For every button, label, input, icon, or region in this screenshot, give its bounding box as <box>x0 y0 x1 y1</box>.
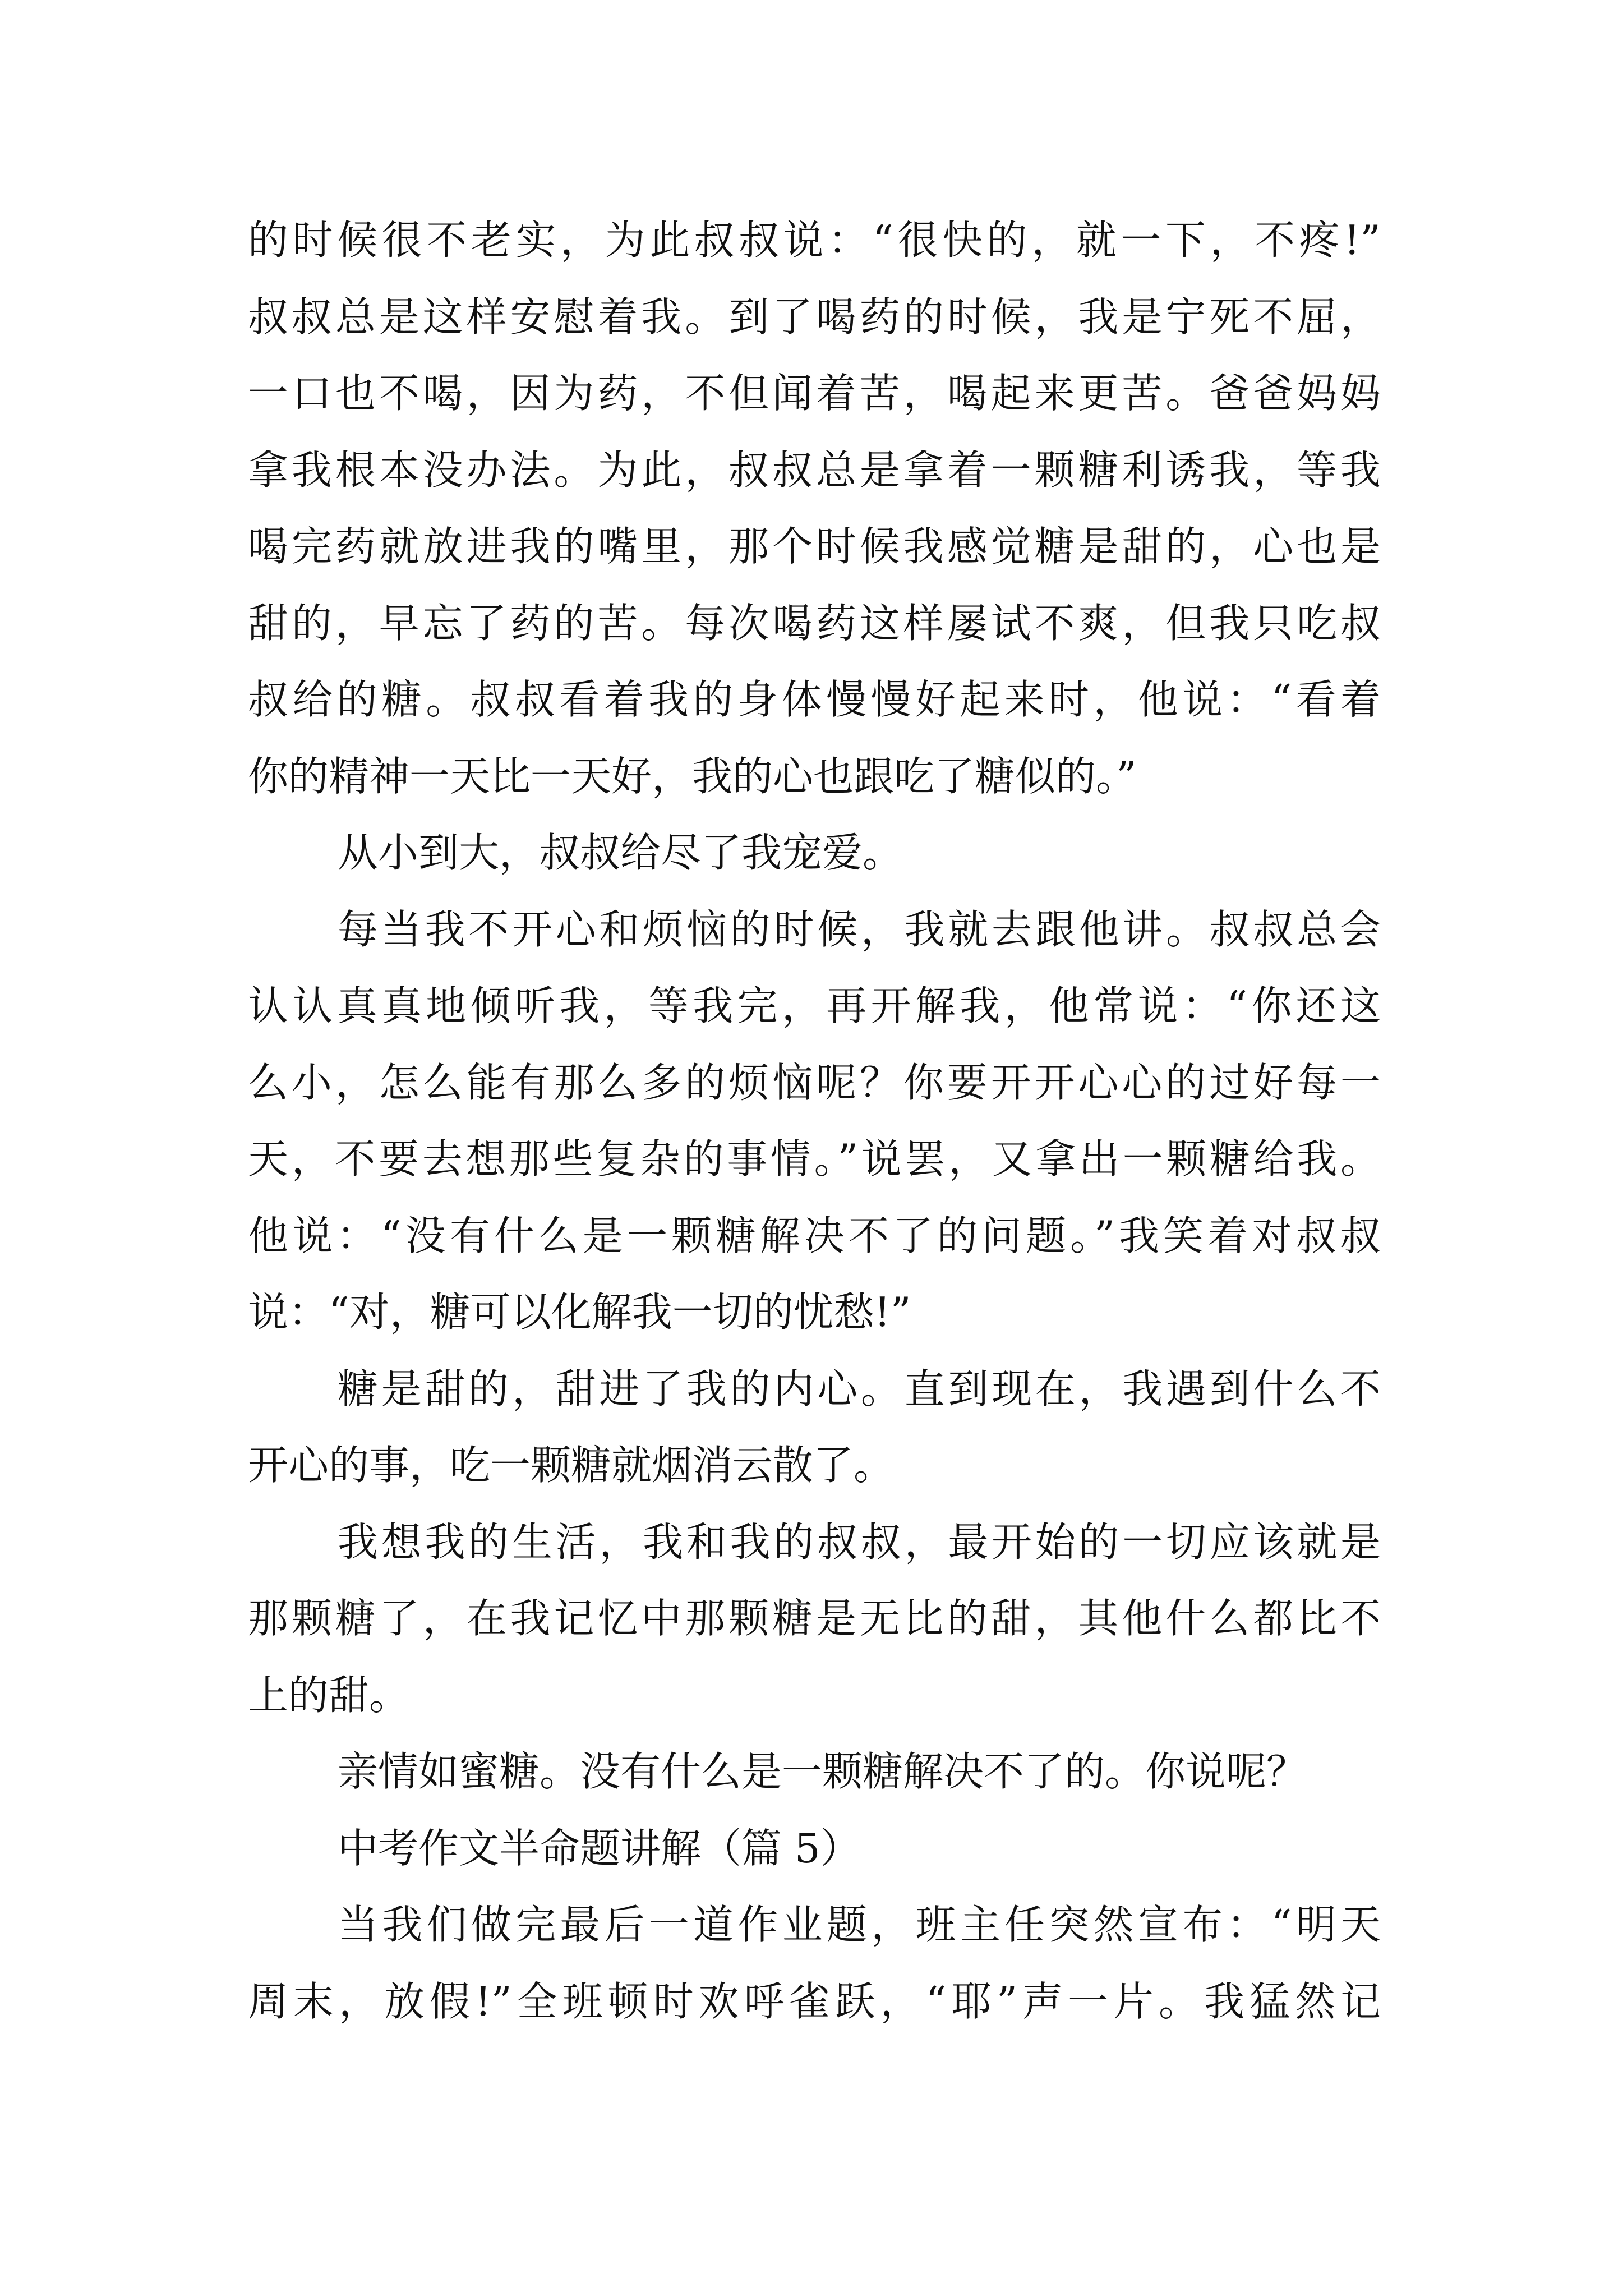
text-line: 亲情如蜜糖。没有什么是一颗糖解决不了的。你说呢？ <box>338 1748 1307 1795</box>
text-line: 你的精神一天比一天好，我的心也跟吃了糖似的。” <box>248 752 1137 800</box>
text-line: 么小，怎么能有那么多的烦恼呢？你要开开心心的过好每一 <box>248 1059 1381 1106</box>
text-line: 中考作文半命题讲解（篇 5） <box>338 1824 861 1872</box>
text-line: 拿我根本没办法。为此，叔叔总是拿着一颗糖利诱我，等我 <box>248 446 1381 494</box>
text-line: 每当我不开心和烦恼的时候，我就去跟他讲。叔叔总会 <box>338 905 1381 953</box>
text-line: 他说：“没有什么是一颗糖解决不了的问题。”我笑着对叔叔 <box>248 1212 1381 1259</box>
text-line: 从小到大，叔叔给尽了我宠爱。 <box>338 829 903 876</box>
text-line: 天，不要去想那些复杂的事情。”说罢，又拿出一颗糖给我。 <box>248 1135 1381 1182</box>
text-line: 喝完药就放进我的嘴里，那个时候我感觉糖是甜的，心也是 <box>248 523 1381 570</box>
text-line: 开心的事，吃一颗糖就烟消云散了。 <box>248 1442 895 1489</box>
body-text <box>248 202 1381 2040</box>
text-line: 说：“对，糖可以化解我一切的忧愁!” <box>248 1289 911 1336</box>
text-line: 上的甜。 <box>248 1671 410 1719</box>
text-line: 的时候很不老实，为此叔叔说：“很快的，就一下，不疼!” <box>248 217 1381 264</box>
text-line: 甜的，早忘了药的苦。每次喝药这样屡试不爽，但我只吃叔 <box>248 599 1381 647</box>
text-line: 那颗糖了，在我记忆中那颗糖是无比的甜，其他什么都比不 <box>248 1595 1381 1642</box>
text-line: 糖是甜的，甜进了我的内心。直到现在，我遇到什么不 <box>338 1365 1381 1412</box>
text-line: 我想我的生活，我和我的叔叔，最开始的一切应该就是 <box>338 1518 1381 1566</box>
text-line: 叔叔总是这样安慰着我。到了喝药的时候，我是宁死不屈， <box>248 293 1381 341</box>
text-line: 认认真真地倾听我，等我完，再开解我，他常说：“你还这 <box>248 982 1381 1029</box>
text-line: 叔给的糖。叔叔看着我的身体慢慢好起来时，他说：“看着 <box>248 676 1381 723</box>
text-line: 周末，放假!”全班顿时欢呼雀跃，“耶”声一片。我猛然记 <box>248 1977 1381 2025</box>
text-line: 当我们做完最后一道作业题，班主任突然宣布：“明天 <box>338 1901 1381 1948</box>
text-line: 一口也不喝，因为药，不但闻着苦，喝起来更苦。爸爸妈妈 <box>248 370 1381 417</box>
